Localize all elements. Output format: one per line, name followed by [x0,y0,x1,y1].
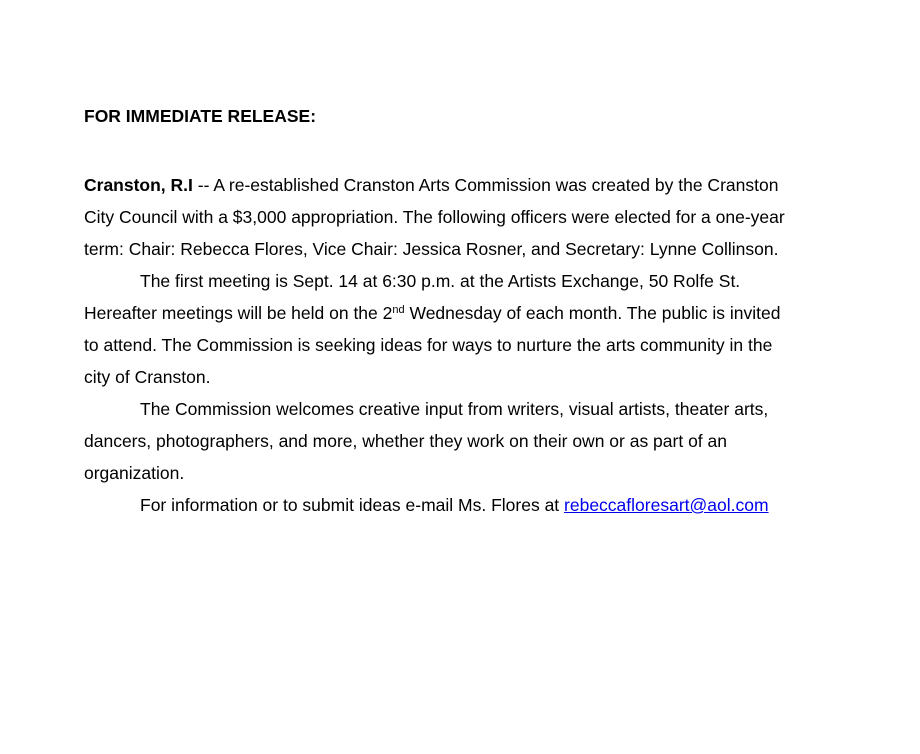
paragraph-line: dancers, photographers, and more, whether they work on their own or as part of an [84,431,727,451]
release-heading: FOR IMMEDIATE RELEASE: [84,106,317,126]
paragraph-announcement [84,169,844,265]
email-link[interactable]: rebeccafloresart@aol.com [564,495,769,515]
paragraph-line [84,169,844,201]
contact-text: For information or to submit ideas e-mail Ms. Flores at [140,495,565,515]
ordinal-suffix: nd [392,304,405,316]
paragraph-input [84,393,844,489]
dateline: Cranston, R.I [84,175,193,195]
announcement-text: -- A re-established Cranston Arts Commission was created by the Cranston [192,175,779,195]
meeting-text: Wednesday of each month. The public is invited [404,303,781,323]
paragraph-line: The Commission welcomes creative input from writers, visual artists, theater arts, [140,399,769,419]
paragraph-contact [84,489,844,521]
paragraph-line: to attend. The Commission is seeking ideas for ways to nurture the arts community in the [84,335,773,355]
paragraph-line [84,489,844,521]
meeting-text: Hereafter meetings will be held on the 2 [84,303,393,323]
paragraph-line: The first meeting is Sept. 14 at 6:30 p.m. at the Artists Exchange, 50 Rolfe St. [140,271,741,291]
paragraph-meeting [84,265,844,393]
paragraph-line: City Council with a $3,000 appropriation. The following officers were elected for a one-year [84,207,785,227]
paragraph-line: term: Chair: Rebecca Flores, Vice Chair: Jessica Rosner, and Secretary: Lynne Collinson. [84,239,779,259]
paragraph-line: city of Cranston. [84,367,211,387]
release-body [84,169,844,521]
paragraph-line [84,297,844,329]
paragraph-line: organization. [84,463,185,483]
